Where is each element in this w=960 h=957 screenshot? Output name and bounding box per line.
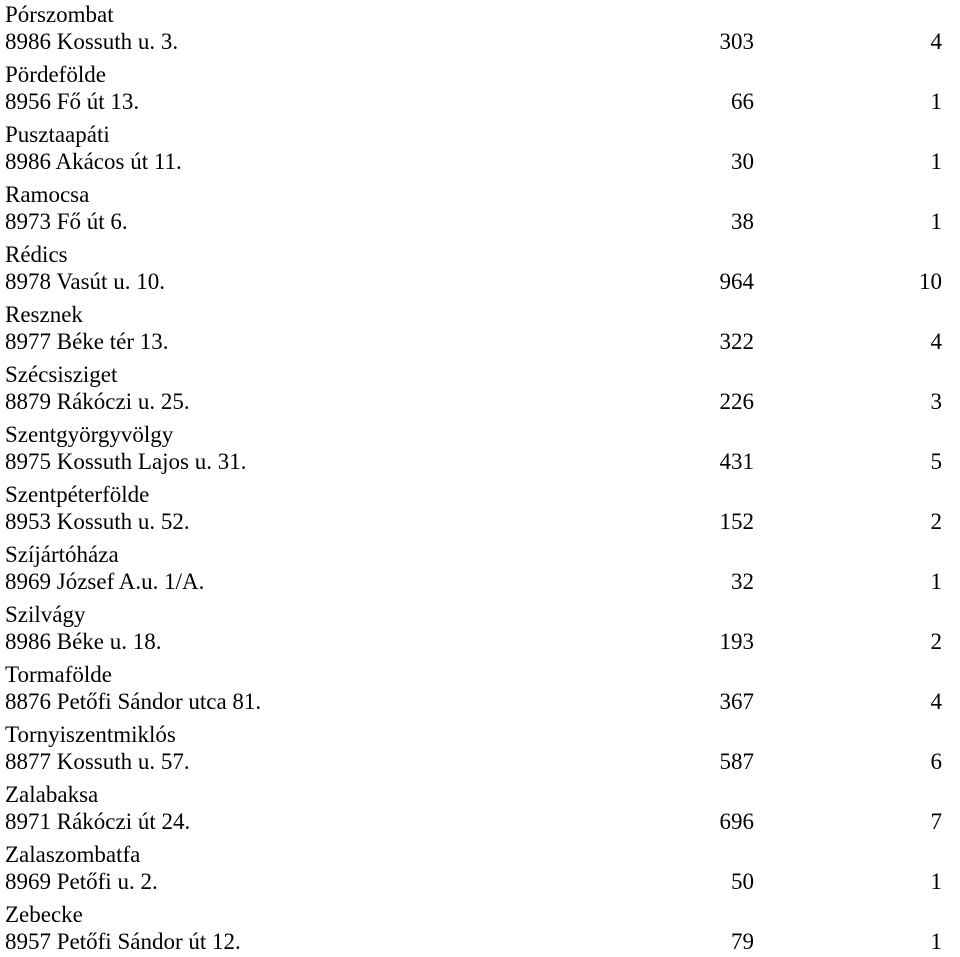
count-value: 4: [930, 29, 942, 54]
population-value: 964: [719, 269, 754, 294]
settlement-name: Pórszombat: [5, 2, 114, 27]
count-value: 2: [930, 629, 942, 654]
settlement-address: 8969 József A.u. 1/A.: [5, 569, 205, 594]
count-value: 6: [930, 749, 942, 774]
settlement-name: Szilvágy: [5, 602, 86, 627]
count-value: 1: [930, 569, 942, 594]
settlement-address: 8969 Petőfi u. 2.: [5, 869, 158, 894]
population-value: 152: [719, 509, 754, 534]
population-value: 32: [731, 569, 754, 594]
count-value: 5: [930, 449, 942, 474]
settlement-name: Rédics: [5, 242, 68, 267]
settlement-name: Pusztaapáti: [5, 122, 110, 147]
population-value: 303: [719, 29, 754, 54]
population-value: 38: [731, 209, 754, 234]
population-value: 226: [719, 389, 754, 414]
settlement-address: 8977 Béke tér 13.: [5, 329, 169, 354]
population-value: 193: [719, 629, 754, 654]
count-value: 1: [930, 149, 942, 174]
settlement-address: 8956 Fő út 13.: [5, 89, 140, 114]
settlement-name: Pördefölde: [5, 62, 106, 87]
settlement-name: Szíjártóháza: [5, 542, 119, 567]
population-value: 66: [731, 89, 754, 114]
count-value: 1: [930, 89, 942, 114]
count-value: 7: [930, 809, 942, 834]
settlement-name: Szentpéterfölde: [5, 482, 150, 507]
settlement-address: 8876 Petőfi Sándor utca 81.: [5, 689, 262, 714]
settlement-address: 8879 Rákóczi u. 25.: [5, 389, 190, 414]
count-value: 1: [930, 869, 942, 894]
settlement-name: Zalabaksa: [5, 782, 99, 807]
settlement-address: 8986 Akácos út 11.: [5, 149, 182, 174]
settlement-address: 8986 Béke u. 18.: [5, 629, 162, 654]
settlement-name: Zalaszombatfa: [5, 842, 141, 867]
count-value: 4: [930, 689, 942, 714]
population-value: 431: [719, 449, 754, 474]
population-value: 50: [731, 869, 754, 894]
settlement-name: Tornyiszentmiklós: [5, 722, 176, 747]
population-value: 79: [731, 929, 754, 954]
count-value: 1: [930, 929, 942, 954]
settlement-name: Szécsisziget: [5, 362, 118, 387]
population-value: 30: [731, 149, 754, 174]
settlement-address: 8957 Petőfi Sándor út 12.: [5, 929, 241, 954]
count-value: 2: [930, 509, 942, 534]
settlement-address: 8953 Kossuth u. 52.: [5, 509, 190, 534]
count-value: 4: [930, 329, 942, 354]
settlement-name: Zebecke: [5, 902, 83, 927]
population-value: 322: [719, 329, 754, 354]
settlement-address: 8978 Vasút u. 10.: [5, 269, 165, 294]
settlement-address: 8971 Rákóczi út 24.: [5, 809, 191, 834]
count-value: 10: [919, 269, 942, 294]
settlement-name: Ramocsa: [5, 182, 90, 207]
population-value: 696: [719, 809, 754, 834]
settlement-address: 8986 Kossuth u. 3.: [5, 29, 179, 54]
settlement-address: 8975 Kossuth Lajos u. 31.: [5, 449, 247, 474]
count-value: 3: [930, 389, 942, 414]
settlement-address: 8877 Kossuth u. 57.: [5, 749, 190, 774]
population-value: 587: [719, 749, 754, 774]
population-value: 367: [719, 689, 754, 714]
settlement-name: Tormafölde: [5, 662, 112, 687]
count-value: 1: [930, 209, 942, 234]
settlement-address: 8973 Fő út 6.: [5, 209, 128, 234]
settlement-name: Szentgyörgyvölgy: [5, 422, 174, 447]
settlement-name: Resznek: [5, 302, 83, 327]
